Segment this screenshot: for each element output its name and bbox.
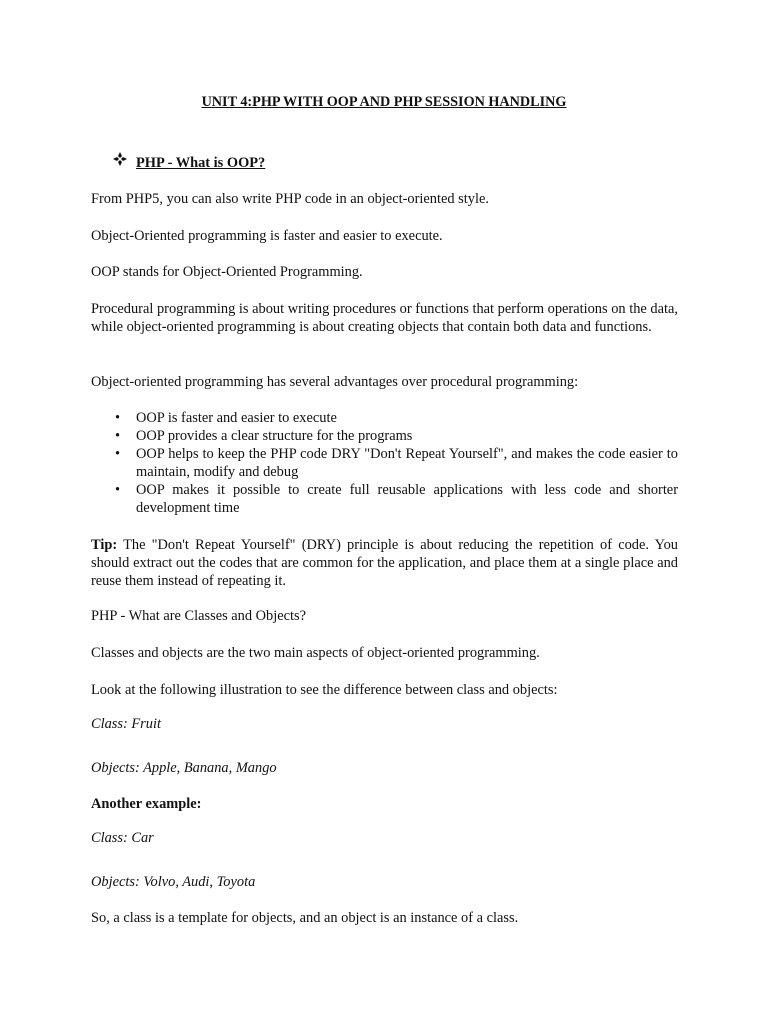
bullet-icon: • [115, 482, 121, 498]
bullet-icon: • [115, 446, 121, 462]
list-item [91, 427, 678, 445]
paragraph-oop-stands: OOP stands for Object-Oriented Programming. [91, 264, 363, 280]
another-example-label: Another example: [91, 796, 202, 812]
bullet-icon: • [115, 410, 121, 426]
example-objects-car: Objects: Volvo, Audi, Toyota [91, 874, 256, 890]
list-item-text: OOP makes it possible to create full reusable applications with less code and shorter development time [136, 482, 678, 516]
bullet-icon: • [115, 428, 121, 444]
document-title: UNIT 4:PHP WITH OOP AND PHP SESSION HANDLING [201, 94, 567, 110]
paragraph-php5: From PHP5, you can also write PHP code in an object-oriented style. [91, 191, 489, 207]
list-item [91, 445, 678, 481]
conclusion-paragraph: So, a class is a template for objects, and an object is an instance of a class. [91, 910, 519, 926]
diamond-bullet-icon [113, 152, 127, 166]
list-item [91, 481, 678, 517]
illustration-intro: Look at the following illustration to see the difference between class and objects: [91, 682, 558, 698]
tip-text: The "Don't Repeat Yourself" (DRY) principle is about reducing the repetition of code. You should extract out the codes that are common for the application, and place them at a single place and reuse them instead of repeating it. [91, 537, 678, 589]
example-class-car: Class: Car [91, 830, 154, 846]
paragraph-advantages: Object-oriented programming has several advantages over procedural programming: [91, 374, 579, 390]
section-heading: PHP - What is OOP? [136, 155, 266, 171]
list-item-text: OOP is faster and easier to execute [136, 410, 337, 426]
paragraph-procedural: Procedural programming is about writing procedures or functions that perform operations on the data, while object-oriented programming is about creating objects that contain both data and functions. [91, 301, 678, 335]
tip-paragraph [91, 536, 678, 590]
paragraph-faster: Object-Oriented programming is faster and easier to execute. [91, 228, 443, 244]
list-item [91, 409, 678, 427]
list-item-text: OOP helps to keep the PHP code DRY "Don't Repeat Yourself", and makes the code easier to maintain, modify and debug [136, 446, 678, 480]
example-class-fruit: Class: Fruit [91, 716, 161, 732]
advantages-list [91, 409, 678, 517]
classes-heading: PHP - What are Classes and Objects? [91, 608, 307, 624]
classes-intro: Classes and objects are the two main aspects of object-oriented programming. [91, 645, 540, 661]
tip-label: Tip: [91, 537, 118, 553]
example-objects-fruit: Objects: Apple, Banana, Mango [91, 760, 277, 776]
list-item-text: OOP provides a clear structure for the programs [136, 428, 413, 444]
